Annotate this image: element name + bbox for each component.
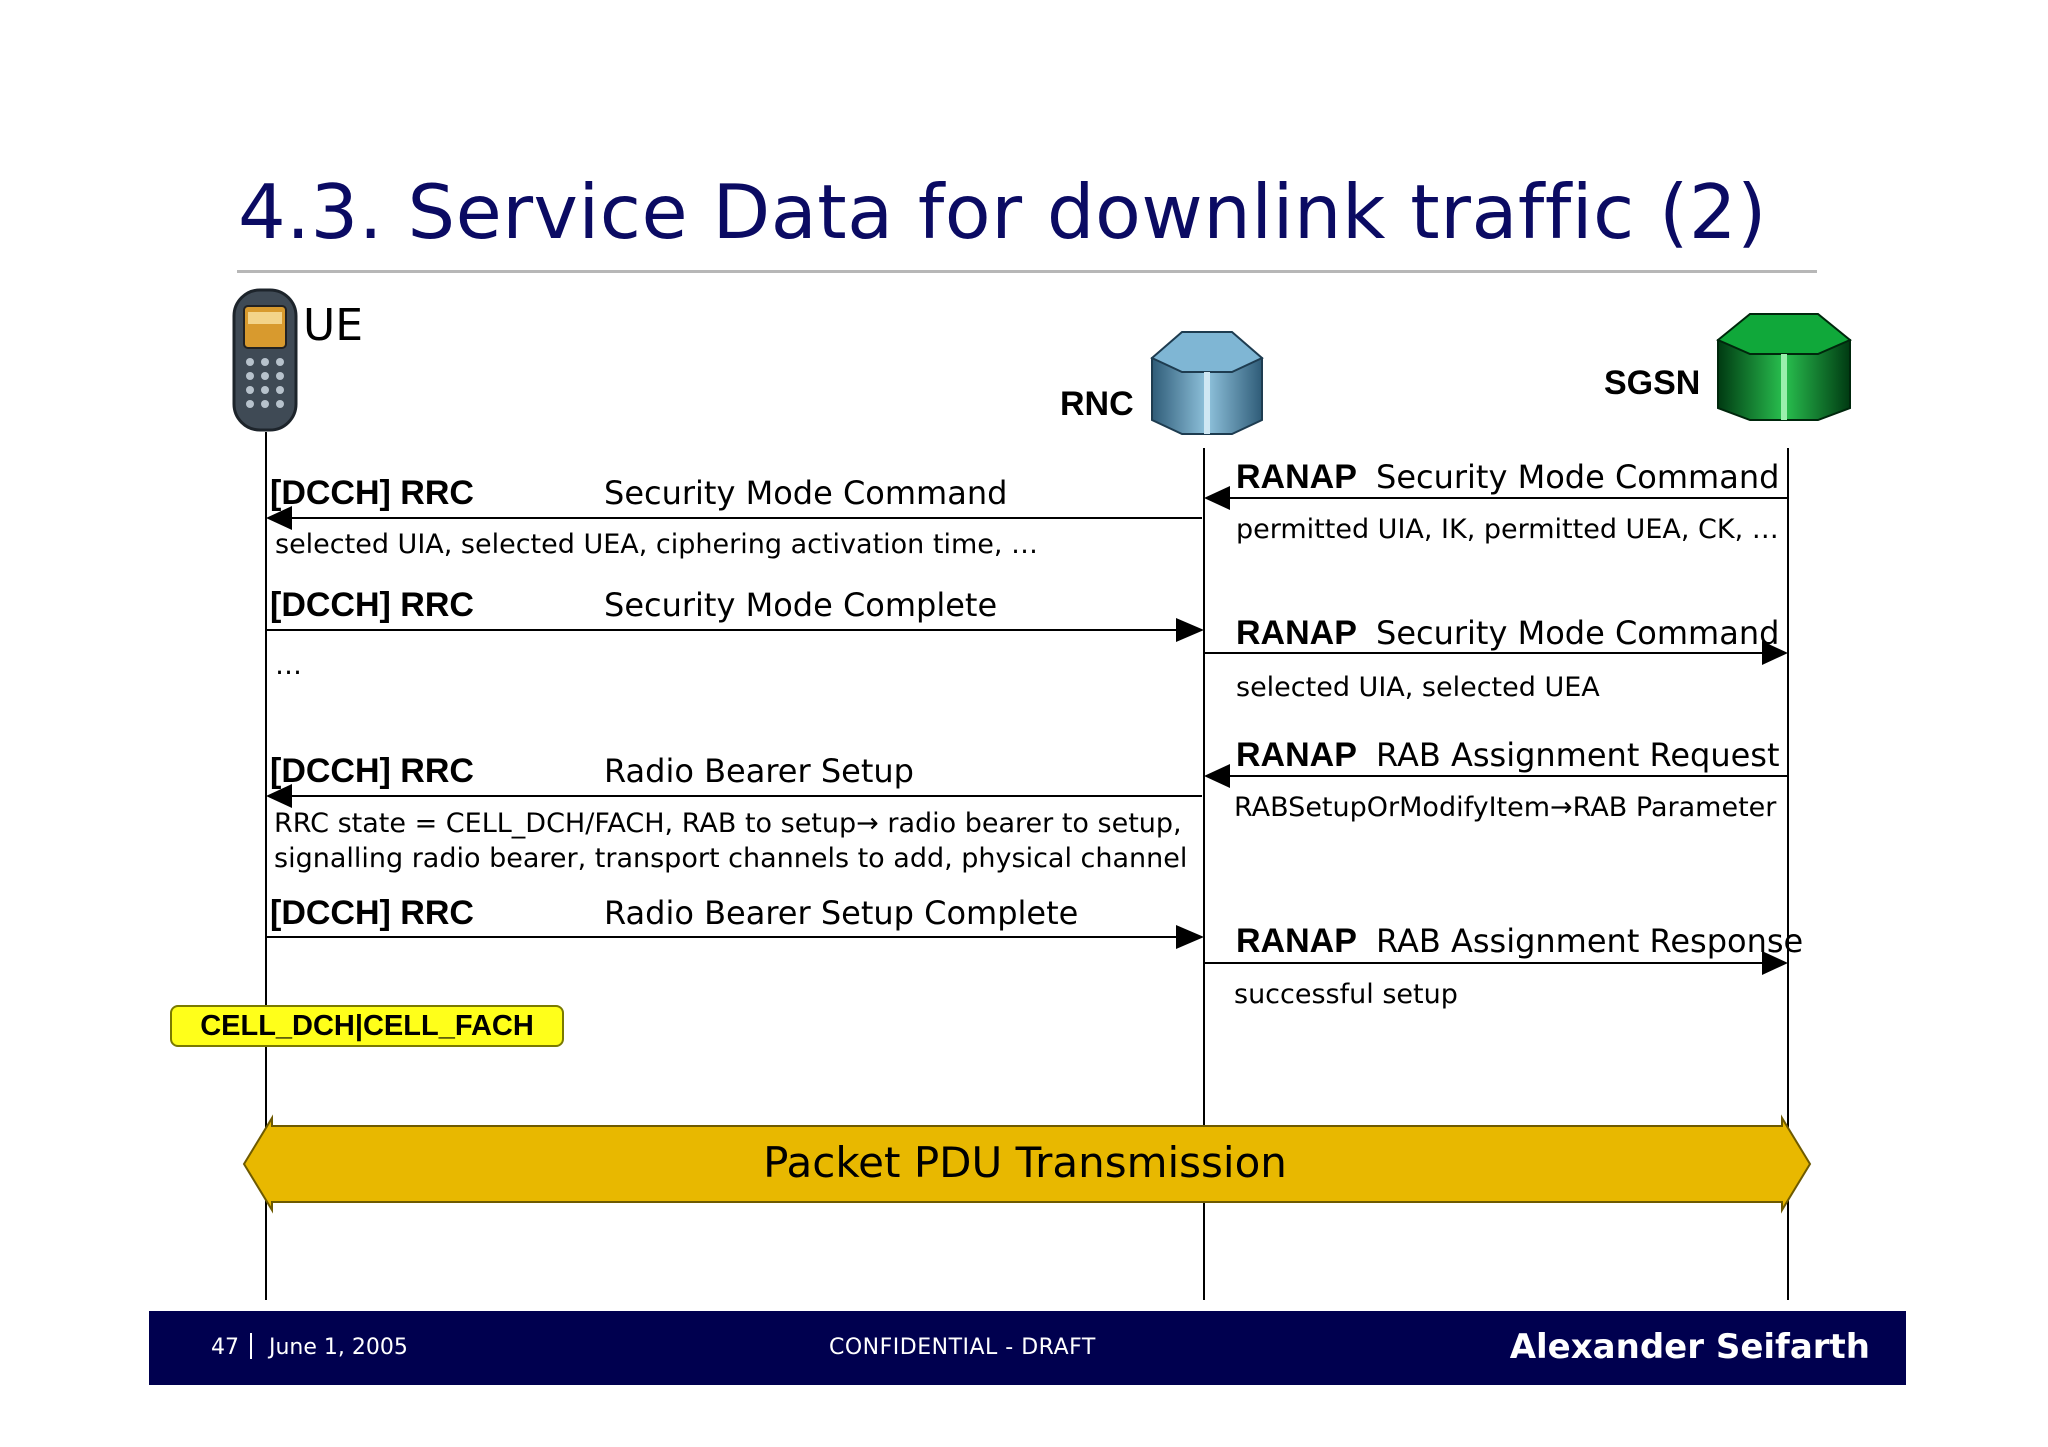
message-protocol: RANAP <box>1236 614 1357 652</box>
message-protocol: RANAP <box>1236 736 1357 774</box>
message-params: permitted UIA, IK, permitted UEA, CK, … <box>1236 514 1779 545</box>
ranap-message-security-mode-command-up <box>1236 614 1780 653</box>
message-protocol: [DCCH] RRC <box>270 894 474 932</box>
message-params: RABSetupOrModifyItem→RAB Parameter <box>1234 792 1777 823</box>
rrc-message-security-mode-complete <box>270 586 998 625</box>
footer-date: June 1, 2005 <box>269 1335 408 1360</box>
message-name: Security Mode Complete <box>604 586 998 624</box>
ranap-message-rab-assignment-request <box>1236 736 1780 775</box>
message-protocol: RANAP <box>1236 922 1357 960</box>
rrc-message-security-mode-command <box>270 474 1008 513</box>
message-name: Security Mode Command <box>1376 458 1780 496</box>
footer-author: Alexander Seifarth <box>1509 1327 1870 1367</box>
message-protocol: [DCCH] RRC <box>270 586 474 624</box>
rnc-label: RNC <box>1060 385 1134 423</box>
message-params: successful setup <box>1234 979 1458 1010</box>
sgsn-label: SGSN <box>1604 364 1701 402</box>
sgsn-node-icon <box>1718 314 1850 420</box>
message-name: Security Mode Command <box>1376 614 1780 652</box>
pdu-transmission-label: Packet PDU Transmission <box>763 1138 1287 1187</box>
message-params: … <box>275 650 302 681</box>
rrc-message-radio-bearer-setup <box>270 752 914 791</box>
message-name: Radio Bearer Setup Complete <box>604 894 1079 932</box>
message-name: Radio Bearer Setup <box>604 752 914 790</box>
ue-phone-icon <box>234 290 296 430</box>
message-name: RAB Assignment Response <box>1376 922 1804 960</box>
message-protocol: [DCCH] RRC <box>270 474 474 512</box>
message-params: selected UIA, selected UEA <box>1236 672 1600 703</box>
message-protocol: RANAP <box>1236 458 1357 496</box>
message-name: RAB Assignment Request <box>1376 736 1780 774</box>
ue-label: UE <box>303 300 364 351</box>
message-name: Security Mode Command <box>604 474 1008 512</box>
message-params: selected UIA, selected UEA, ciphering activation time, … <box>275 529 1039 560</box>
slide-footer <box>149 1311 1906 1385</box>
message-params: RRC state = CELL_DCH/FACH, RAB to setup→ radio bearer to setup, <box>274 808 1182 839</box>
message-params: signalling radio bearer, transport channels to add, physical channel <box>274 843 1188 874</box>
rnc-node-icon <box>1152 332 1262 434</box>
rrc-message-radio-bearer-setup-complete <box>270 894 1079 933</box>
footer-status: CONFIDENTIAL - DRAFT <box>829 1335 1096 1360</box>
page-number: 47 <box>211 1335 239 1360</box>
footer-separator <box>250 1333 252 1359</box>
ranap-message-rab-assignment-response <box>1236 922 1804 961</box>
ranap-message-security-mode-command-down <box>1236 458 1780 497</box>
message-protocol: [DCCH] RRC <box>270 752 474 790</box>
slide-title: 4.3. Service Data for downlink traffic (2) <box>238 168 1767 256</box>
rrc-state-badge: CELL_DCH|CELL_FACH <box>170 1005 564 1047</box>
